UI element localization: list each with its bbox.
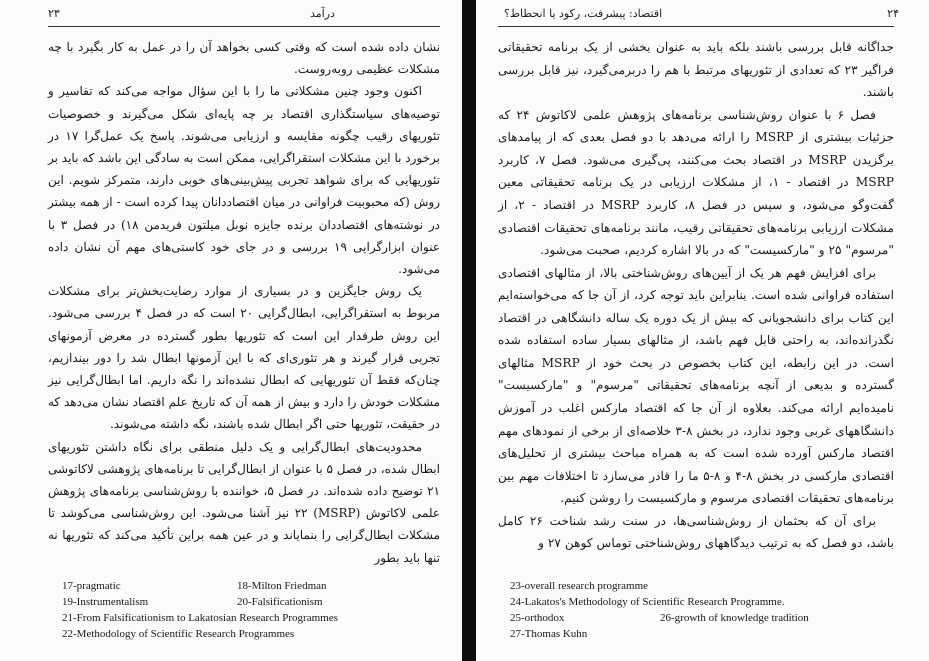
right-header-rule: [498, 26, 894, 27]
footnote-22: 22-Methodology of Scientific Research Programmes: [62, 628, 295, 640]
left-paragraph-4: محدودیت‌های ابطال‌گرایی و یک دلیل منطقی برای نگاه داشتن تئوریهای ابطال شده، در فصل ۵ با عنوان از ابطال‌گرایی تا برنامه‌های پژوهشی لاکاتوشی ۲۱ توضیح داده شده‌اند. در فصل ۵، خواننده با روش‌شناسی برنامه‌های پژوهش علمی لاکاتوش (MSRP) ۲۲ نیز آشنا می‌شود. این روش‌شناسی می‌کوشد تا مشکلات ابطال‌گرایی را بنمایاند و در عین همه براین تأکید می‌کند که تئوریها نه تنها باید بطور: [48, 439, 440, 565]
right-paragraph-3: برای افزایش فهم هر یک از آیین‌های روش‌شناختی بالا، از مثالهای اقتصادی استفاده فراوانی شده است. بنابراین باید توجه کرد، از آن جا که می‌خواسته‌ایم این کتاب برای دانشجویانی که بیش از یک دوره یک ساله دانشگاهی در اقتصاد نگذرانده‌اند، به راحتی قابل فهم باشد، از مثالهای بسیار ساده استفاده شده است. در این رابطه، این کتاب بخصوص در بحث خود از MSRP مثالهای گسترده و بدیعی از آنچه برنامه‌های تحقیقاتی "مرسوم" و "مارکسیست" نامیده‌ایم ارائه می‌کند. بعلاوه از آن جا که اقتصاد مارکس اغلب در آموزش دانشگاههای غربی وجود ندارد، در بخش ۸-۳ خلاصه‌ای از برخی از نمودهای مهم اقتصاد مارکس آورده شده است که به همراه مباحث بیشتری از تحلیل‌های اقتصادی مارکسی در بخش ۸-۴ و ۸-۵ ما را قادر می‌سازد تا اختلافات مهم بین برنامه‌های تحقیقات اقتصادی مرسوم و مارکسیست را روشن کنیم.: [498, 265, 895, 506]
left-footnotes: [62, 578, 452, 644]
right-paragraph-2: فصل ۶ با عنوان روش‌شناسی برنامه‌های پژوهش علمی لاکاتوش ۲۴ که جزئیات بیشتری از MSRP را ارائه می‌دهد با دو فصل بعدی که از پیامدهای برگزیدن MSRP در اقتصاد بحث می‌کنند، پی‌گیری می‌شود. فصل ۷، کاربرد MSRP در اقتصاد - ۱، از مشکلات ارزیابی در یک برنامه تحقیقاتی معین گفت‌وگو می‌شود، و سپس در فصل ۸، کاربرد MSRP در اقتصاد - ۲، از مشکلات ارزیابی برنامه‌های تحقیقاتی رقیب، مانند برنامه‌های تحقیقات اقتصادی "مرسوم" ۲۵ و "مارکسیست" که در بالا اشاره کردیم، صحبت می‌شود.: [498, 107, 895, 258]
footnote-25: 25-orthodox: [510, 612, 565, 624]
footnote-17: 17-pragmatic: [62, 580, 121, 592]
footnote-20: 20-Falsificationism: [237, 596, 323, 608]
left-page: [0, 0, 462, 661]
left-header-rule: [48, 26, 440, 27]
right-body-text: [498, 36, 894, 555]
footnote-23: 23-overall research programme: [510, 580, 649, 592]
left-paragraph-1: نشان داده شده است که وقتی کسی بخواهد آن را در عمل به کار بگیرد با چه مشکلات عظیمی روبه‌روست.: [48, 40, 440, 77]
footnote-24: 24-Lakatos's Methodology of Scientific Research Programme.: [510, 596, 785, 608]
right-page: [476, 0, 929, 661]
right-footnotes: [510, 578, 920, 644]
footnote-27: 27-Thomas Kuhn: [510, 628, 588, 640]
footnote-21: 21-From Falsificationism to Lakatosian Research Programmes: [62, 612, 338, 624]
footnote-19: 19-Instrumentalism: [62, 596, 149, 608]
right-page-number: ۲۴: [887, 7, 899, 20]
footnote-26: 26-growth of knowledge tradition: [660, 612, 809, 624]
footnote-18: 18-Milton Friedman: [237, 580, 327, 592]
left-page-number: ۲۳: [48, 7, 60, 20]
left-paragraph-3: یک روش جایگزین و در بسیاری از موارد رضایت‌بخش‌تر برای مشکلات مربوط به استقراگرایی، ابطال‌گرایی ۲۰ است که در فصل ۴ بررسی می‌شود. این روش طرفدار این است که تئوریها بطور گسترده در معرض آزمونهای تجربی قرار گیرند و هر تئوری‌ای که با این آزمونها ابطال شد را دور بیندازیم، چنان‌که فقط آن تئوریهایی که ابطال نشده‌اند را نگه داریم. اما ابطال‌گرایی نیز مشکلات خودش را دارد و بیش از همه آن که تاریخ علم اقتصاد نشان می‌دهد که در حقیقت، تئوریها حتی اگر ابطال شده باشند، نگه داشته می‌شوند.: [48, 284, 440, 432]
right-paragraph-4: برای آن که بحثمان از روش‌شناسی‌ها، در سنت رشد شناخت ۲۶ کامل باشد، دو فصل که به ترتیب دیدگاههای روش‌شناختی توماس کوهن ۲۷ و: [498, 513, 894, 551]
book-spine-gutter: [462, 0, 476, 661]
left-running-head: درآمد: [310, 7, 335, 20]
left-paragraph-2: اکنون وجود چنین مشکلاتی ما را با این سؤال مواجه می‌کند که تفاسیر و توصیه‌های سیاستگذاری اقتصاد بر چه پایه‌ای شکل می‌گیرند و خصوصیات تئوریهای رقیب چگونه مقایسه و ارزیابی می‌شوند. پاسخ یک عمل‌گرا ۱۷ در برخورد با این مشکلات استقراگرایی، ممکن است به سادگی این باشد که باید بر تئوریهایی که برای شواهد تجربی پیش‌بینی‌های خوبی دارند، متمرکز شویم. این روش (که محبوبیت فراوانی در میان اقتصاددانان پیدا کرده است - از همه بیشتر در نوشته‌های اقتصاددان برنده جایزه نوبل میلتون فریدمن ۱۸) در فصل ۳ با عنوان ابزارگرایی ۱۹ بررسی و در جای خود کاستی‌های مهم آن نشان داده می‌شود.: [48, 84, 441, 277]
right-running-head: اقتصاد: پیشرفت، رکود یا انحطاط؟: [504, 7, 663, 20]
right-paragraph-1: جداگانه قابل بررسی باشند بلکه باید به عنوان بخشی از یک برنامه تحقیقاتی فراگیر ۲۳ که تعدادی از تئوریهای مرتبط با هم را دربرمی‌گیرد، نیز قابل بررسی باشند.: [498, 40, 894, 100]
left-body-text: [48, 36, 440, 569]
